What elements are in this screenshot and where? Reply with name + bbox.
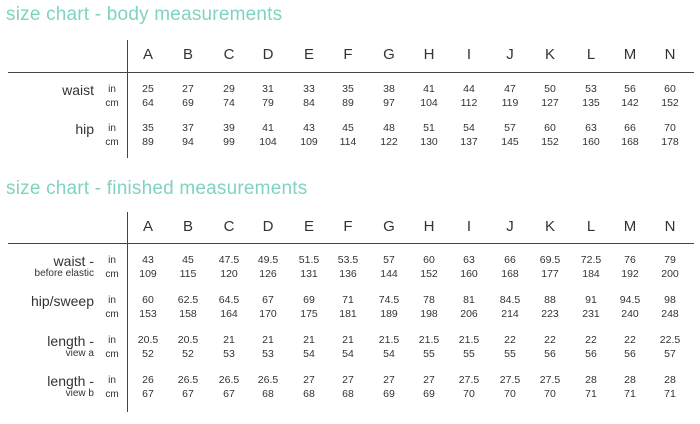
value-cm: 54 <box>342 348 354 360</box>
size-header-f: F <box>343 46 353 63</box>
value-in: 21 <box>223 334 235 346</box>
value-cm: 54 <box>303 348 315 360</box>
value-in: 47 <box>504 83 516 95</box>
value-in: 27 <box>423 374 435 386</box>
value-in: 69.5 <box>539 254 561 266</box>
value-cm: 168 <box>501 268 519 280</box>
value-in: 39 <box>223 122 235 134</box>
size-header-j: J <box>506 46 514 63</box>
value-cm: 56 <box>585 348 597 360</box>
value-cm: 170 <box>259 308 277 320</box>
value-in: 47.5 <box>218 254 240 266</box>
value-cm: 71 <box>624 388 636 400</box>
row-label: length - <box>47 333 94 349</box>
value-cm: 69 <box>182 97 194 109</box>
unit-in: in <box>108 375 116 386</box>
value-in: 26.5 <box>177 374 199 386</box>
value-in: 25 <box>142 83 154 95</box>
value-cm: 184 <box>582 268 600 280</box>
value-in: 27 <box>383 374 395 386</box>
size-header-a: A <box>142 46 153 63</box>
value-cm: 231 <box>582 308 600 320</box>
value-cm: 89 <box>342 97 354 109</box>
value-cm: 152 <box>661 97 679 109</box>
value-cm: 112 <box>460 97 478 109</box>
unit-cm: cm <box>105 98 119 109</box>
value-cm: 114 <box>339 136 357 148</box>
value-cm: 120 <box>220 268 238 280</box>
value-cm: 56 <box>624 348 636 360</box>
value-in: 49.5 <box>257 254 279 266</box>
size-header-m: M <box>623 46 637 63</box>
value-cm: 240 <box>621 308 639 320</box>
value-cm: 137 <box>460 136 478 148</box>
value-in: 38 <box>383 83 395 95</box>
value-in: 43 <box>303 122 315 134</box>
value-in: 91 <box>585 294 597 306</box>
value-in: 57 <box>383 254 395 266</box>
value-in: 79 <box>664 254 676 266</box>
value-in: 48 <box>383 122 395 134</box>
value-in: 76 <box>624 254 636 266</box>
value-in: 27 <box>182 83 194 95</box>
value-in: 20.5 <box>137 334 159 346</box>
value-in: 98 <box>664 294 676 306</box>
value-cm: 104 <box>259 136 277 148</box>
value-in: 51.5 <box>298 254 320 266</box>
value-in: 22 <box>585 334 597 346</box>
value-in: 20.5 <box>177 334 199 346</box>
value-cm: 144 <box>380 268 398 280</box>
value-in: 22 <box>504 334 516 346</box>
value-cm: 164 <box>220 308 238 320</box>
value-in: 63 <box>585 122 597 134</box>
value-in: 57 <box>504 122 516 134</box>
value-cm: 68 <box>303 388 315 400</box>
value-cm: 160 <box>582 136 600 148</box>
value-cm: 94 <box>182 136 194 148</box>
value-cm: 153 <box>139 308 157 320</box>
value-cm: 57 <box>664 348 676 360</box>
value-in: 27 <box>303 374 315 386</box>
value-in: 26.5 <box>218 374 240 386</box>
size-header-b: B <box>182 218 193 235</box>
value-cm: 64 <box>142 97 154 109</box>
value-cm: 130 <box>420 136 438 148</box>
size-header-b: B <box>182 46 193 63</box>
value-in: 78 <box>423 294 435 306</box>
row-label: waist <box>62 82 94 98</box>
value-in: 60 <box>423 254 435 266</box>
value-cm: 56 <box>544 348 556 360</box>
value-in: 29 <box>223 83 235 95</box>
value-cm: 69 <box>383 388 395 400</box>
value-cm: 168 <box>621 136 639 148</box>
value-cm: 152 <box>541 136 559 148</box>
size-header-k: K <box>544 218 555 235</box>
value-in: 27.5 <box>539 374 561 386</box>
value-cm: 74 <box>223 97 235 109</box>
unit-cm: cm <box>105 137 119 148</box>
value-cm: 178 <box>661 136 679 148</box>
value-cm: 79 <box>262 97 274 109</box>
unit-cm: cm <box>105 309 119 320</box>
value-in: 53.5 <box>337 254 359 266</box>
value-cm: 68 <box>262 388 274 400</box>
value-in: 27 <box>342 374 354 386</box>
size-header-d: D <box>262 46 274 63</box>
value-in: 43 <box>142 254 154 266</box>
value-in: 71 <box>342 294 354 306</box>
value-in: 81 <box>463 294 475 306</box>
value-cm: 200 <box>661 268 679 280</box>
value-cm: 52 <box>142 348 154 360</box>
body-chart-title: size chart - body measurements <box>6 4 283 25</box>
value-in: 21 <box>303 334 315 346</box>
value-in: 66 <box>504 254 516 266</box>
value-cm: 89 <box>142 136 154 148</box>
value-in: 66 <box>624 122 636 134</box>
value-cm: 67 <box>182 388 194 400</box>
vertical-rule <box>127 212 128 412</box>
value-cm: 192 <box>621 268 639 280</box>
value-cm: 122 <box>380 136 398 148</box>
value-cm: 84 <box>303 97 315 109</box>
value-cm: 175 <box>300 308 318 320</box>
value-in: 94.5 <box>619 294 641 306</box>
horizontal-rule <box>8 243 694 244</box>
value-in: 45 <box>182 254 194 266</box>
value-in: 50 <box>544 83 556 95</box>
value-in: 33 <box>303 83 315 95</box>
value-in: 67 <box>262 294 274 306</box>
value-in: 64.5 <box>218 294 240 306</box>
value-cm: 53 <box>262 348 274 360</box>
size-header-e: E <box>303 46 314 63</box>
value-cm: 109 <box>300 136 318 148</box>
value-in: 28 <box>664 374 676 386</box>
unit-in: in <box>108 335 116 346</box>
value-cm: 206 <box>460 308 478 320</box>
value-cm: 97 <box>383 97 395 109</box>
finished-chart-title: size chart - finished measurements <box>6 178 308 199</box>
value-in: 44 <box>463 83 475 95</box>
value-in: 31 <box>262 83 274 95</box>
value-in: 62.5 <box>177 294 199 306</box>
size-header-d: D <box>262 218 274 235</box>
row-sublabel: before elastic <box>34 268 94 279</box>
value-in: 26 <box>142 374 154 386</box>
value-cm: 104 <box>420 97 438 109</box>
row-label: waist - <box>53 253 94 269</box>
value-cm: 177 <box>541 268 559 280</box>
value-in: 74.5 <box>378 294 400 306</box>
value-in: 21.5 <box>378 334 400 346</box>
size-header-g: G <box>383 218 395 235</box>
value-in: 21 <box>262 334 274 346</box>
value-cm: 136 <box>339 268 357 280</box>
value-cm: 119 <box>501 97 519 109</box>
value-cm: 54 <box>383 348 395 360</box>
value-cm: 142 <box>621 97 639 109</box>
value-cm: 135 <box>582 97 600 109</box>
value-in: 84.5 <box>499 294 521 306</box>
value-in: 35 <box>142 122 154 134</box>
value-in: 27.5 <box>458 374 480 386</box>
value-in: 22.5 <box>659 334 681 346</box>
value-cm: 189 <box>380 308 398 320</box>
value-in: 21.5 <box>418 334 440 346</box>
value-in: 26.5 <box>257 374 279 386</box>
value-cm: 223 <box>541 308 559 320</box>
size-header-j: J <box>506 218 514 235</box>
value-cm: 55 <box>423 348 435 360</box>
value-in: 41 <box>262 122 274 134</box>
size-header-i: I <box>466 218 472 235</box>
vertical-rule <box>127 40 128 158</box>
value-cm: 160 <box>460 268 478 280</box>
row-label: hip <box>75 121 94 137</box>
value-cm: 181 <box>339 308 357 320</box>
value-cm: 71 <box>585 388 597 400</box>
size-header-k: K <box>544 46 555 63</box>
value-cm: 145 <box>501 136 519 148</box>
value-in: 45 <box>342 122 354 134</box>
size-header-n: N <box>664 218 676 235</box>
size-header-f: F <box>343 218 353 235</box>
value-cm: 53 <box>223 348 235 360</box>
size-header-a: A <box>142 218 153 235</box>
row-label: hip/sweep <box>30 293 94 309</box>
size-header-g: G <box>383 46 395 63</box>
value-in: 21 <box>342 334 354 346</box>
value-in: 51 <box>423 122 435 134</box>
value-in: 27.5 <box>499 374 521 386</box>
unit-in: in <box>108 295 116 306</box>
value-in: 70 <box>664 122 676 134</box>
value-cm: 68 <box>342 388 354 400</box>
value-in: 53 <box>585 83 597 95</box>
unit-cm: cm <box>105 389 119 400</box>
size-header-l: L <box>586 46 596 63</box>
size-header-e: E <box>303 218 314 235</box>
value-in: 56 <box>624 83 636 95</box>
value-cm: 71 <box>664 388 676 400</box>
value-in: 60 <box>544 122 556 134</box>
unit-in: in <box>108 123 116 134</box>
value-cm: 115 <box>179 268 197 280</box>
size-header-c: C <box>223 218 235 235</box>
value-cm: 55 <box>504 348 516 360</box>
unit-in: in <box>108 84 116 95</box>
unit-cm: cm <box>105 269 119 280</box>
value-in: 28 <box>624 374 636 386</box>
value-cm: 214 <box>501 308 519 320</box>
size-header-n: N <box>664 46 676 63</box>
value-cm: 70 <box>544 388 556 400</box>
value-cm: 55 <box>463 348 475 360</box>
value-cm: 70 <box>504 388 516 400</box>
unit-in: in <box>108 255 116 266</box>
value-in: 54 <box>463 122 475 134</box>
value-in: 21.5 <box>458 334 480 346</box>
value-in: 60 <box>142 294 154 306</box>
value-cm: 158 <box>179 308 197 320</box>
size-header-m: M <box>623 218 637 235</box>
value-cm: 69 <box>423 388 435 400</box>
value-cm: 152 <box>420 268 438 280</box>
value-in: 37 <box>182 122 194 134</box>
value-cm: 52 <box>182 348 194 360</box>
value-in: 60 <box>664 83 676 95</box>
unit-cm: cm <box>105 349 119 360</box>
row-sublabel: view b <box>65 388 94 399</box>
size-header-c: C <box>223 46 235 63</box>
value-cm: 248 <box>661 308 679 320</box>
value-in: 63 <box>463 254 475 266</box>
size-header-l: L <box>586 218 596 235</box>
value-in: 35 <box>342 83 354 95</box>
value-cm: 127 <box>541 97 559 109</box>
value-in: 41 <box>423 83 435 95</box>
value-cm: 126 <box>259 268 277 280</box>
row-sublabel: view a <box>65 348 94 359</box>
value-in: 72.5 <box>580 254 602 266</box>
value-cm: 131 <box>300 268 318 280</box>
value-cm: 99 <box>223 136 235 148</box>
value-in: 88 <box>544 294 556 306</box>
value-in: 69 <box>303 294 315 306</box>
size-header-h: H <box>423 218 435 235</box>
value-in: 22 <box>624 334 636 346</box>
value-in: 22 <box>544 334 556 346</box>
value-cm: 67 <box>142 388 154 400</box>
horizontal-rule <box>8 72 694 73</box>
value-in: 28 <box>585 374 597 386</box>
value-cm: 70 <box>463 388 475 400</box>
size-header-h: H <box>423 46 435 63</box>
size-header-i: I <box>466 46 472 63</box>
row-label: length - <box>47 373 94 389</box>
value-cm: 109 <box>139 268 157 280</box>
value-cm: 198 <box>420 308 438 320</box>
value-cm: 67 <box>223 388 235 400</box>
